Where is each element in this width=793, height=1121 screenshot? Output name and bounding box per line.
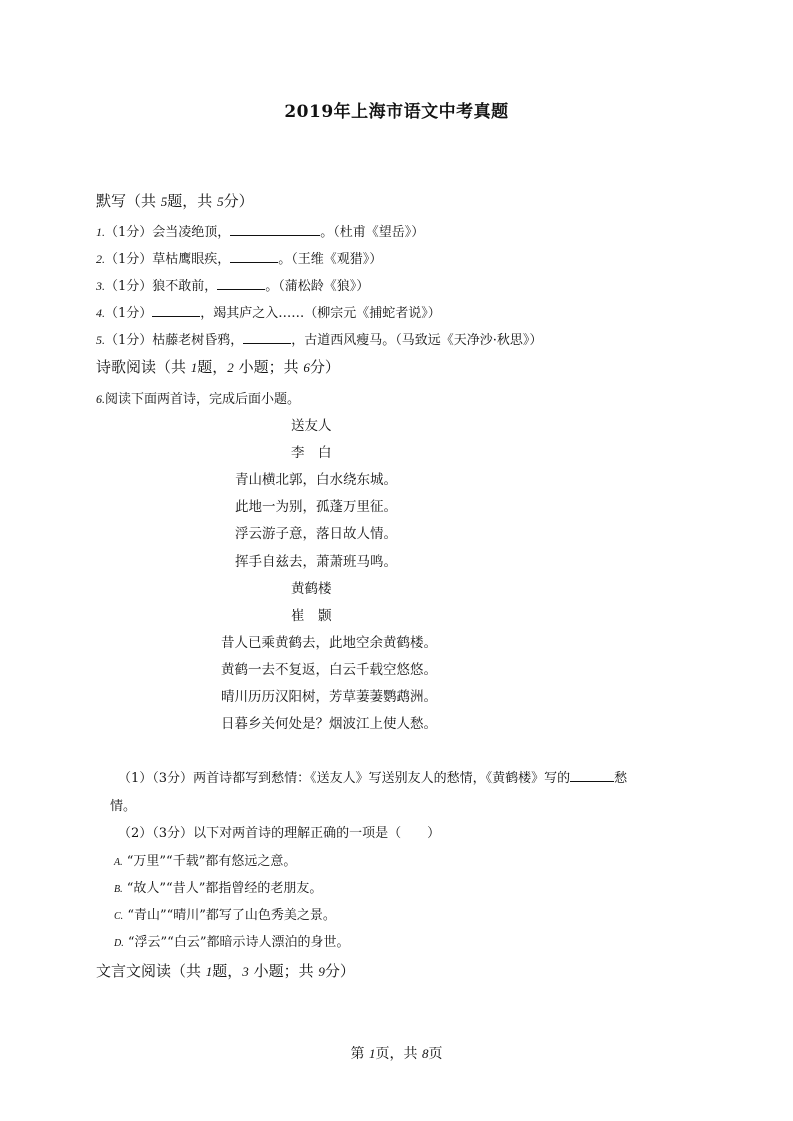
heading-text: 默写（共	[96, 192, 161, 210]
option-letter: D.	[114, 938, 124, 949]
heading-text: 题，	[212, 962, 243, 980]
option-b[interactable]	[114, 877, 322, 896]
heading-count: 5	[160, 194, 168, 209]
question-score: （3分）	[152, 771, 194, 786]
question-text: 。（杜甫《望岳》）	[320, 225, 425, 240]
poem-line: 日暮乡关何处是？烟波江上使人愁。	[221, 716, 437, 732]
footer-text: 页，共	[375, 1046, 422, 1062]
question-4	[96, 302, 441, 321]
question-score: （1分）	[105, 252, 153, 267]
heading-subcount: 3	[242, 964, 249, 979]
heading-score: 6	[303, 360, 310, 375]
heading-text: 分）	[324, 962, 355, 980]
question-text: 两首诗都写到愁情：《送友人》写送别友人的愁情，《黄鹤楼》写的	[193, 771, 571, 786]
option-text: “故人”“昔人”都指曾经的老朋友。	[126, 881, 323, 896]
poem-title: 黄鹤楼	[291, 581, 332, 597]
question-number: 3.	[96, 279, 105, 293]
poem-author: 李 白	[291, 445, 332, 461]
poem-author: 崔 颢	[291, 608, 332, 624]
heading-text: 小题；共	[248, 962, 319, 980]
heading-count: 1	[190, 360, 198, 375]
heading-text: 小题；共	[233, 358, 304, 376]
answer-blank[interactable]	[152, 303, 200, 317]
sub-question-1	[118, 767, 627, 786]
question-number: 5.	[96, 333, 105, 347]
heading-text: 诗歌阅读（共	[96, 358, 191, 376]
option-letter: A.	[114, 857, 123, 868]
question-2	[96, 248, 382, 267]
poem-line: 昔人已乘黄鹤去，此地空余黄鹤楼。	[221, 635, 437, 651]
sub-question-label: （2）	[118, 826, 153, 841]
heading-score: 9	[318, 964, 325, 979]
question-text: 阅读下面两首诗，完成后面小题。	[105, 392, 301, 407]
poem-line: 此地一为别，孤蓬万里征。	[235, 499, 397, 515]
question-score: （1分）	[105, 279, 153, 294]
question-score: （3分）	[152, 826, 194, 841]
heading-score: 5	[217, 194, 224, 209]
question-text: 愁	[614, 771, 628, 786]
question-text: 。（王维《观猎》）	[278, 252, 383, 267]
answer-blank[interactable]	[230, 249, 278, 263]
poem-title: 送友人	[291, 418, 332, 434]
section-heading-dictation	[96, 190, 254, 211]
heading-text: 题，	[197, 358, 228, 376]
poem-line: 黄鹤一去不复返，白云千载空悠悠。	[221, 662, 437, 678]
option-c[interactable]	[114, 904, 336, 923]
option-text: “浮云”“白云”都暗示诗人漂泊的身世。	[127, 935, 350, 950]
heading-count: 1	[205, 964, 213, 979]
option-text: “万里”“千载”都有悠远之意。	[126, 854, 297, 869]
option-letter: C.	[114, 911, 124, 922]
section-heading-classical	[96, 960, 355, 981]
question-number: 6.	[96, 392, 105, 406]
question-text: ，古道西风瘦马。（马致远《天净沙·秋思》）	[291, 333, 543, 348]
answer-blank[interactable]	[217, 276, 265, 290]
question-text: 狼不敢前，	[152, 279, 218, 294]
footer-text: 第	[350, 1046, 369, 1062]
question-text: 以下对两首诗的理解正确的一项是（ ）	[193, 826, 441, 841]
heading-text: 文言文阅读（共	[96, 962, 206, 980]
option-letter: B.	[114, 884, 123, 895]
answer-blank[interactable]	[243, 330, 291, 344]
question-number: 4.	[96, 306, 105, 320]
heading-text: 题，共	[167, 192, 218, 210]
question-number: 2.	[96, 252, 105, 266]
question-text: 枯藤老树昏鸦，	[152, 333, 244, 348]
question-number: 1.	[96, 225, 105, 239]
heading-subcount: 2	[227, 360, 234, 375]
footer-text: 页	[428, 1046, 443, 1062]
current-page-number: 1	[369, 1046, 376, 1061]
option-a[interactable]	[114, 850, 296, 869]
sub-question-1-continued: 情。	[110, 799, 137, 814]
option-d[interactable]	[114, 931, 349, 950]
question-text: ，竭其庐之入……（柳宗元《捕蛇者说》）	[200, 306, 441, 321]
question-score: （1分）	[105, 225, 153, 240]
poem-line: 晴川历历汉阳树，芳草萋萋鹦鹉洲。	[221, 689, 437, 705]
question-6	[96, 388, 300, 407]
heading-text: 分）	[309, 358, 340, 376]
page-title: 2019年上海市语文中考真题	[284, 102, 509, 122]
question-score: （1分）	[105, 333, 153, 348]
question-text: 草枯鹰眼疾，	[152, 252, 231, 267]
total-pages-number: 8	[421, 1046, 429, 1061]
poem-line: 浮云游子意，落日故人情。	[235, 526, 397, 542]
question-text: 。（蒲松龄《狼》）	[265, 279, 370, 294]
question-1	[96, 221, 424, 240]
question-5	[96, 329, 542, 348]
sub-question-2	[118, 822, 440, 841]
option-text: “青山”“晴川”都写了山色秀美之景。	[127, 908, 336, 923]
page-footer	[0, 1043, 793, 1063]
sub-question-label: （1）	[118, 771, 153, 786]
poem-line: 挥手自兹去，萧萧班马鸣。	[235, 554, 397, 570]
answer-blank[interactable]	[570, 768, 614, 782]
question-score: （1分）	[105, 306, 153, 321]
question-text: 会当凌绝顶，	[152, 225, 231, 240]
section-heading-poetry	[96, 356, 340, 377]
poem-line: 青山横北郭，白水绕东城。	[235, 472, 397, 488]
answer-blank[interactable]	[230, 222, 320, 236]
heading-text: 分）	[223, 192, 254, 210]
question-3	[96, 275, 369, 294]
